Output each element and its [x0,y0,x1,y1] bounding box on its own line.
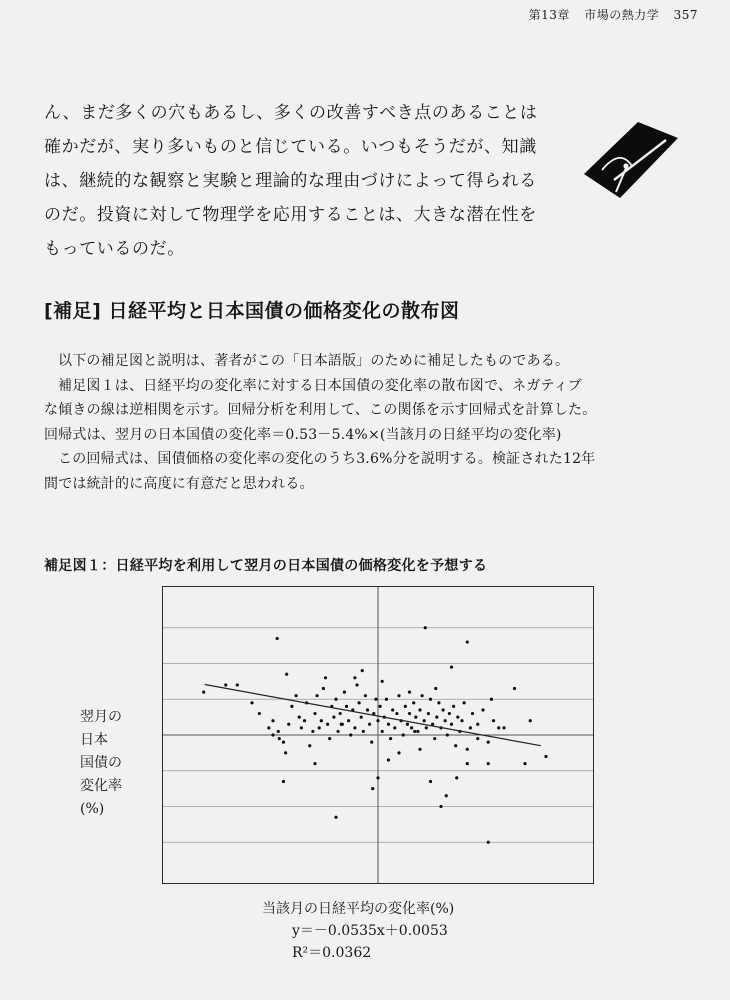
data-point [362,730,365,733]
data-point [340,723,343,726]
intro-line: 確かだが、実り多いものと信じている。いつもそうだが、知識 [44,137,537,157]
data-point [202,691,205,694]
data-point [442,708,445,711]
data-point [320,719,323,722]
y-label-line: 変化率 [80,778,122,794]
data-point [476,737,479,740]
data-point [466,640,469,643]
data-point [334,698,337,701]
page-number: 357 [673,8,698,22]
data-point [454,744,457,747]
data-point [347,719,350,722]
data-point [410,726,413,729]
data-point [355,683,358,686]
data-point [429,780,432,783]
data-point [387,723,390,726]
data-point [376,719,379,722]
data-point [471,712,474,715]
data-point [224,683,227,686]
data-point [418,748,421,751]
running-header [519,6,698,23]
data-point [413,730,416,733]
data-point [364,694,367,697]
data-point [490,698,493,701]
data-point [387,758,390,761]
data-point [326,723,329,726]
data-point [389,737,392,740]
y-label-line: (%) [80,801,105,817]
data-point [408,691,411,694]
data-point [425,726,428,729]
data-point [492,719,495,722]
ruler-and-compass-icon [580,118,680,202]
data-point [353,676,356,679]
data-point [450,665,453,668]
data-point [300,726,303,729]
data-point [393,726,396,729]
data-point [463,701,466,704]
data-point [487,841,490,844]
data-point [416,730,419,733]
data-point [368,723,371,726]
data-point [424,626,427,629]
data-point [324,676,327,679]
data-point [450,723,453,726]
data-point [497,726,500,729]
data-point [371,787,374,790]
data-point [402,733,405,736]
intro-line: ん、まだ多くの穴もあるし、多くの改善すべき点のあることは [44,103,538,123]
data-point [358,701,361,704]
data-point [250,701,253,704]
data-point [466,748,469,751]
data-point [285,673,288,676]
data-point [423,719,426,722]
data-point [523,762,526,765]
body-line: この回帰式は、国債価格の変化率の変化のうち3.6%分を説明する。検証された12年 [58,451,596,467]
data-point [437,701,440,704]
data-point [448,712,451,715]
section-body [44,349,700,496]
data-point [311,730,314,733]
y-label-line: 翌月の [80,709,122,725]
y-label-line: 国債の [80,755,122,771]
data-point [345,705,348,708]
data-point [298,716,301,719]
data-point [339,712,342,715]
scatter-chart [162,586,594,884]
data-point [374,698,377,701]
data-point [469,726,472,729]
data-point [445,794,448,797]
data-point [353,726,356,729]
data-point [271,719,274,722]
data-point [427,712,430,715]
data-point [361,669,364,672]
data-point [334,816,337,819]
data-point [328,737,331,740]
data-point [455,776,458,779]
data-point [290,705,293,708]
data-point [487,762,490,765]
data-point [322,687,325,690]
data-point [236,683,239,686]
r-squared: R²＝0.0362 [292,945,372,961]
data-point [481,708,484,711]
data-point [397,751,400,754]
data-point [303,719,306,722]
data-point [295,694,298,697]
data-point [308,744,311,747]
body-line: な傾きの線は逆相関を示す。回帰分析を利用して、この関係を示す回帰式を計算した。 [44,402,597,418]
data-point [439,805,442,808]
data-point [337,730,340,733]
data-point [412,701,415,704]
data-point [381,680,384,683]
data-point [332,716,335,719]
intro-line: もっているのだ。 [44,239,185,259]
data-point [460,719,463,722]
data-point [476,723,479,726]
data-point [318,726,321,729]
trend-line [205,684,541,745]
data-point [395,712,398,715]
regression-equation: y＝－0.0535x＋0.0053 [292,923,448,939]
data-point [435,716,438,719]
data-point [385,698,388,701]
data-point [282,741,285,744]
data-point [349,733,352,736]
data-point [381,730,384,733]
data-point [379,705,382,708]
data-point [502,726,505,729]
data-point [278,737,281,740]
data-point [282,780,285,783]
y-axis-label [80,706,122,821]
figure-caption: 補足図１：日経平均を利用して翌月の日本国債の価格変化を予想する [44,558,488,574]
data-point [277,730,280,733]
data-point [513,687,516,690]
data-point [267,726,270,729]
data-point [287,723,290,726]
x-axis-label: 当該月の日経平均の変化率(%) [262,901,455,917]
data-point [429,698,432,701]
body-line: 補足図１は、日経平均の変化率に対する日本国債の変化率の散布図で、ネガティブ [58,377,582,394]
data-point [444,719,447,722]
data-point [446,733,449,736]
body-line: 回帰式は、翌月の日本国債の変化率＝0.53－5.4%×(当該月の日経平均の変化率) [44,426,562,443]
data-point [421,694,424,697]
data-point [434,687,437,690]
data-point [544,755,547,758]
data-point [487,741,490,744]
data-point [360,716,363,719]
data-point [456,716,459,719]
data-point [529,719,532,722]
data-point [466,762,469,765]
data-point [397,694,400,697]
data-point [343,691,346,694]
body-line: 以下の補足図と説明は、著者がこの「日本語版」のために補足したものである。 [58,353,570,369]
section-heading: [補足] 日経平均と日本国債の価格変化の散布図 [44,300,460,322]
data-point [276,637,279,640]
data-point [414,716,417,719]
data-point [418,708,421,711]
data-point [452,705,455,708]
data-point [271,733,274,736]
data-point [370,741,373,744]
intro-line: のだ。投資に対して物理学を応用することは、大きな潜在性を [44,205,537,225]
data-point [316,694,319,697]
data-point [376,776,379,779]
intro-paragraph [44,96,564,266]
data-point [313,712,316,715]
y-label-line: 日本 [80,732,108,748]
intro-line: は、継続的な観察と実験と理論的な理由づけによって得られる [44,171,537,191]
data-point [391,708,394,711]
data-point [284,751,287,754]
data-point [433,737,436,740]
chapter-title: 市場の熱力学 [584,8,660,22]
data-point [406,723,409,726]
data-point [408,712,411,715]
data-point [404,705,407,708]
chapter-number: 第13章 [528,8,570,22]
data-point [366,708,369,711]
data-point [313,762,316,765]
chart-footer [200,898,560,964]
body-line: 間では統計的に高度に有意だと思われる。 [44,475,314,492]
data-point [258,712,261,715]
